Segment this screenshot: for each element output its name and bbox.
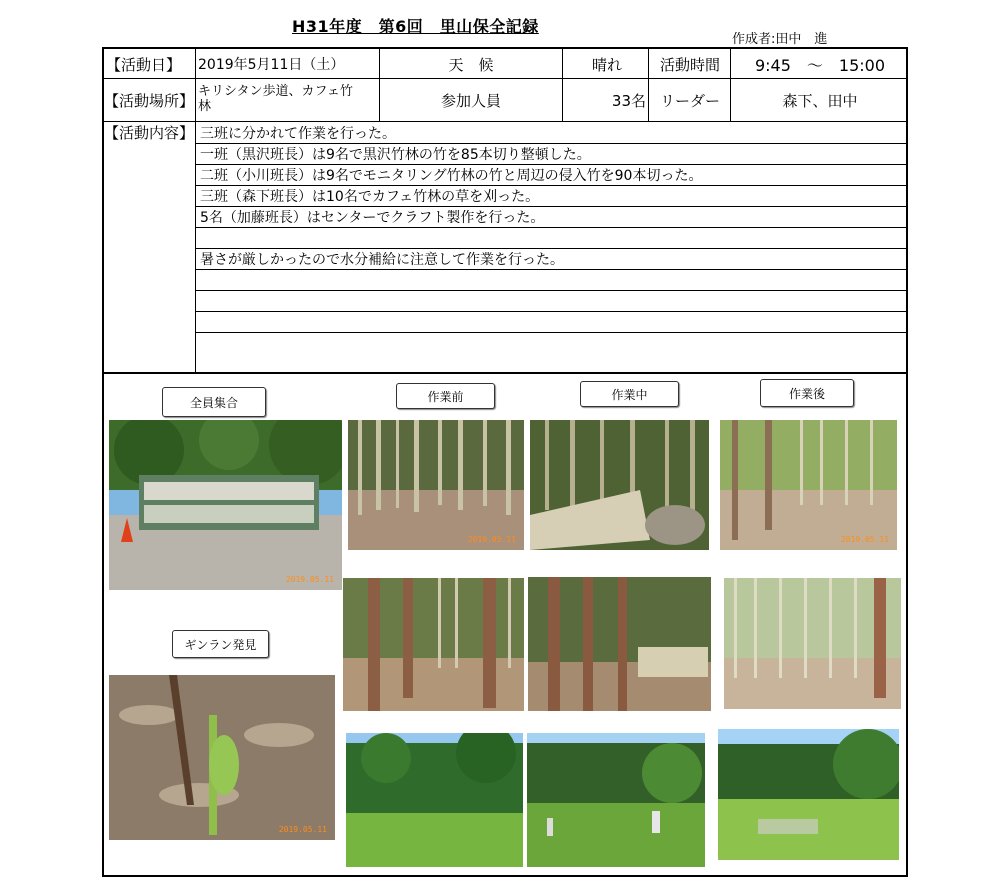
date-label: 【活動日】 xyxy=(106,55,182,74)
content-rule xyxy=(195,164,906,165)
photo-before-2 xyxy=(343,578,524,711)
photo-grass-1 xyxy=(346,733,523,867)
label-ginran: ギンラン発見 xyxy=(172,630,269,658)
photo-after-2 xyxy=(724,578,901,709)
photo-date-stamp: 2019.05.11 xyxy=(285,575,334,584)
content-label: 【活動内容】 xyxy=(104,123,195,142)
content-rule xyxy=(195,290,906,291)
label-during: 作業中 xyxy=(580,381,679,407)
label-before: 作業前 xyxy=(396,383,495,409)
content-rule xyxy=(195,185,906,186)
weather-value: 晴れ xyxy=(591,55,622,74)
photo-grass-2 xyxy=(527,733,705,867)
time-value: 9:45 ～ 15:00 xyxy=(754,55,886,75)
photo-during-1 xyxy=(530,420,709,550)
date-value: 2019年5月11日（土） xyxy=(198,57,345,73)
photo-grass-3 xyxy=(718,729,899,860)
photo-after-1 xyxy=(720,420,897,550)
time-label: 活動時間 xyxy=(659,55,720,74)
leader-label: リーダー xyxy=(659,91,720,110)
place-label: 【活動場所】 xyxy=(104,91,195,110)
photo-before-1 xyxy=(348,420,524,550)
photo-date-stamp: 2019.05.11 xyxy=(278,825,327,834)
participants-label: 参加人員 xyxy=(440,91,501,110)
leader-value: 森下、田中 xyxy=(782,91,858,110)
content-line: 一班（黒沢班長）は9名で黒沢竹林の竹を85本切り整頓した。 xyxy=(200,147,591,163)
content-rule xyxy=(195,332,906,333)
content-rule xyxy=(195,206,906,207)
weather-label: 天 候 xyxy=(448,55,494,74)
photo-group-gathering xyxy=(109,420,342,590)
photo-during-2 xyxy=(528,577,711,711)
content-rule xyxy=(195,227,906,228)
content-line: 三班に分かれて作業を行った。 xyxy=(200,126,396,142)
content-line: 暑さが厳しかったので水分補給に注意して作業を行った。 xyxy=(200,252,564,268)
participants-value: 33名 xyxy=(611,91,646,110)
photo-ginran xyxy=(109,675,335,840)
content-rule xyxy=(195,143,906,144)
photo-date-stamp: 2019.05.11 xyxy=(467,535,516,544)
content-line: 二班（小川班長）は9名でモニタリング竹林の竹と周辺の侵入竹を90本切った。 xyxy=(200,168,703,184)
content-line: 三班（森下班長）は10名でカフェ竹林の草を刈った。 xyxy=(200,189,540,205)
content-line: 5名（加藤班長）はセンターでクラフト製作を行った。 xyxy=(200,210,545,226)
place-value xyxy=(198,79,378,121)
author-line: 作成者:田中 進 xyxy=(732,32,828,47)
content-rule xyxy=(195,311,906,312)
label-group-photo: 全員集合 xyxy=(162,387,266,417)
content-rule xyxy=(195,248,906,249)
place-value-line1: キリシタン歩道、カフェ竹 xyxy=(198,84,353,99)
photo-date-stamp: 2019.05.11 xyxy=(840,535,889,544)
place-value-line2: 林 xyxy=(198,99,212,114)
record-title: H31年度 第6回 里山保全記録 xyxy=(292,17,539,36)
label-after: 作業後 xyxy=(760,379,854,407)
content-rule xyxy=(195,269,906,270)
